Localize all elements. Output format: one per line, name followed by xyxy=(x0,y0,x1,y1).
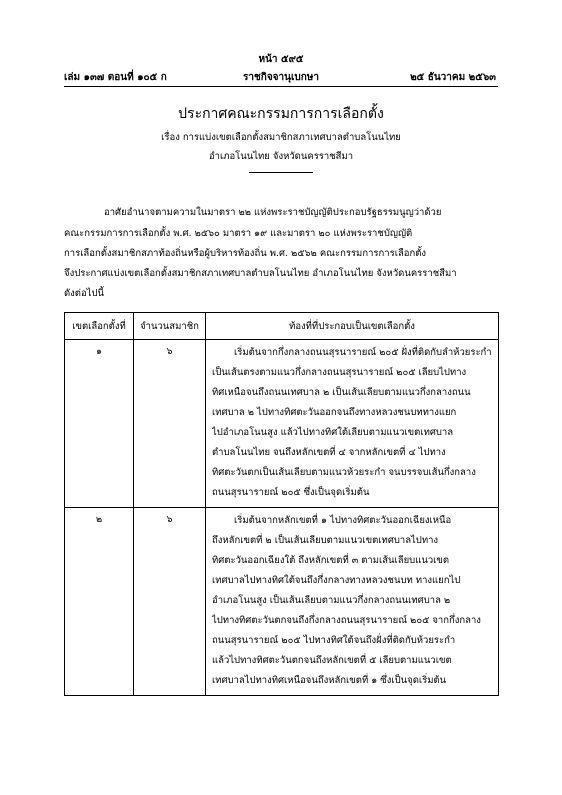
publication-date: ๒๕ ธันวาคม ๒๕๖๓ xyxy=(410,72,496,83)
district-number: ๑ xyxy=(65,340,134,508)
preamble-line: อาศัยอำนาจตามความในมาตรา ๒๒ แห่งพระราชบัญญัติประกอบรัฐธรรมนูญว่าด้วย xyxy=(104,207,442,218)
column-header-district: เขตเลือกตั้งที่ xyxy=(65,313,134,340)
description-line: เทศบาลไปทางทิศใต้จนถึงกึ่งกลางทางหลวงชนบท ทางแยกไป xyxy=(212,575,461,586)
column-header-members: จำนวนสมาชิก xyxy=(134,313,206,340)
column-header-area: ท้องที่ที่ประกอบเป็นเขตเลือกตั้ง xyxy=(206,313,499,340)
district-table xyxy=(64,312,499,696)
description-line: ตำบลโนนไทย จนถึงหลักเขตที่ ๔ จากหลักเขตที่ ๔ ไปทาง xyxy=(212,447,446,458)
description-line: ทิศตะวันตกเป็นเส้นเลียบตามแนวห้วยระกำ จนบรรจบเส้นกึ่งกลาง xyxy=(212,467,476,478)
description-line: เทศบาล ๒ ไปทางทิศตะวันออกจนถึงทางหลวงชนบททางแยก xyxy=(212,407,457,418)
description-line: ถนนสุรนารายณ์ ๒๐๕ ไปทางทิศใต้จนถึงฝั่งที่ติดกับห้วยระกำ xyxy=(212,635,456,646)
title-divider xyxy=(0,172,562,191)
description-line: อำเภอโนนสูง เป็นเส้นเลียบตามแนวกึ่งกลางถนนเทศบาล ๒ xyxy=(212,595,451,606)
member-count: ๖ xyxy=(134,340,206,508)
page-number: หน้า ๕๙๕ xyxy=(258,54,304,65)
preamble-line: คณะกรรมการการเลือกตั้ง พ.ศ. ๒๕๖๐ มาตรา ๑๙ และมาตรา ๒๐ แห่งพระราชบัญญัติ xyxy=(64,228,413,239)
description-line: เริ่มต้นจากกึ่งกลางถนนสุรนารายณ์ ๒๐๕ ฝั่งที่ติดกับลำห้วยระกำ xyxy=(234,347,492,358)
publication-name: ราชกิจจานุเบกษา xyxy=(242,72,320,83)
member-count: ๖ xyxy=(134,508,206,696)
table-row xyxy=(65,340,499,508)
description-line: ไปอำเภอโนนสูง แล้วไปทางทิศใต้เลียบตามแนวเขตเทศบาล xyxy=(212,427,454,438)
description-line: ถึงหลักเขตที่ ๒ เป็นเส้นเลียบตามแนวเขตเทศบาลไปทาง xyxy=(212,535,439,546)
header-divider xyxy=(64,86,498,87)
description-line: ไปทางทิศตะวันตกจนถึงกึ่งกลางถนนสุรนารายณ์ ๒๐๕ จากกึ่งกลาง xyxy=(212,615,481,626)
description-line: แล้วไปทางทิศตะวันตกจนถึงหลักเขตที่ ๕ เลียบตามแนวเขต xyxy=(212,655,452,666)
description-line: เทศบาลไปทางทิศเหนือจนถึงหลักเขตที่ ๑ ซึ่งเป็นจุดเริ่มต้น xyxy=(212,675,447,686)
preamble-line: การเลือกตั้งสมาชิกสภาท้องถิ่นหรือผู้บริหารท้องถิ่น พ.ศ. ๒๕๖๒ คณะกรรมการการเลือกตั้ง xyxy=(64,248,427,259)
volume-issue: เล่ม ๑๓๗ ตอนที่ ๑๐๕ ก xyxy=(64,72,167,83)
preamble-line: จึงประกาศแบ่งเขตเลือกตั้งสมาชิกสภาเทศบาลตำบลโนนไทย อำเภอโนนไทย จังหวัดนครราชสีมา xyxy=(64,268,457,279)
announcement-title: ประกาศคณะกรรมการการเลือกตั้ง xyxy=(178,106,384,122)
table-header-row xyxy=(65,313,499,340)
district-description xyxy=(206,508,499,696)
district-description xyxy=(206,340,499,508)
description-line: ทิศเหนือจนถึงถนนเทศบาล ๒ เป็นเส้นเลียบตามแนวกึ่งกลางถนน xyxy=(212,387,471,398)
description-line: เริ่มต้นจากหลักเขตที่ ๑ ไปทางทิศตะวันออกเฉียงเหนือ xyxy=(234,515,452,526)
description-line: ทิศตะวันออกเฉียงใต้ ถึงหลักเขตที่ ๓ ตามเส้นเลียบแนวเขต xyxy=(212,555,450,566)
announcement-subject-location: อำเภอโนนไทย จังหวัดนครราชสีมา xyxy=(208,151,354,162)
district-number: ๒ xyxy=(65,508,134,696)
description-line: ถนนสุรนารายณ์ ๒๐๕ ซึ่งเป็นจุดเริ่มต้น xyxy=(212,487,370,498)
announcement-subject: เรื่อง การแบ่งเขตเลือกตั้งสมาชิกสภาเทศบาลตำบลโนนไทย xyxy=(161,132,401,143)
description-line: เป็นเส้นตรงตามแนวกึ่งกลางถนนสุรนารายณ์ ๒๐๕ เลียบไปทาง xyxy=(212,367,467,378)
preamble-line: ดังต่อไปนี้ xyxy=(64,288,104,299)
table-row xyxy=(65,508,499,696)
